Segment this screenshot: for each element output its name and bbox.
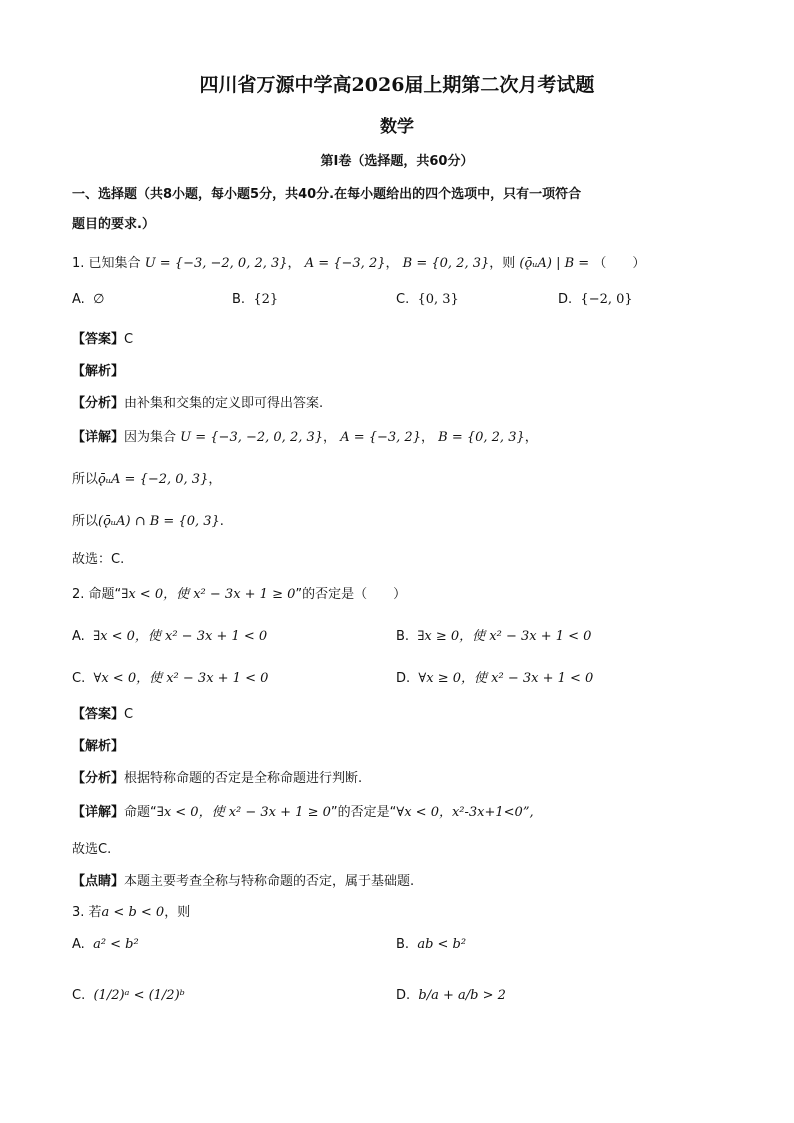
q2-fenxi: 【分析】根据特称命题的否定是全称命题进行判断. <box>72 771 363 786</box>
q1-option-d: D. {−2, 0} <box>558 292 633 307</box>
q1-stem-end: （ ） <box>593 256 646 271</box>
q2-dianjing: 【点睛】本题主要考查全称与特称命题的否定，属于基础题. <box>72 874 415 889</box>
q1-option-c: C. {0, 3} <box>396 292 459 307</box>
section-heading-line2: 题目的要求.） <box>72 217 155 232</box>
q2-conclusion: 故选C. <box>72 842 112 857</box>
exam-volume-heading: 第Ⅰ卷（选择题，共60分） <box>320 154 474 169</box>
q3-option-c: C. (1/2)ᵃ < (1/2)ᵇ <box>72 988 185 1003</box>
q1-answer: 【答案】C <box>72 332 134 347</box>
q1-option-a: A. ∅ <box>72 292 105 307</box>
q2-xiangjie: 【详解】命题“∃x < 0，使 x² − 3x + 1 ≥ 0”的否定是“∀x < 0，x²-3x+1<0”, <box>72 805 534 820</box>
exam-subject: 数学 <box>380 117 414 137</box>
q2-option-c: C. ∀x < 0，使 x² − 3x + 1 < 0 <box>72 671 269 686</box>
q1-step1: 所以ǭᵤA = {−2, 0, 3}， <box>72 472 222 487</box>
q3-option-a: A. a² < b² <box>72 937 139 952</box>
q1-xiangjie: 【详解】因为集合 U = {−3, −2, 0, 2, 3}， A = {−3, 2}， B = {0, 2, 3}， <box>72 430 538 445</box>
q3-stem: 3. 若a < b < 0，则 <box>72 905 191 920</box>
q1-set-u: U = {−3, −2, 0, 2, 3} <box>144 256 288 271</box>
section-heading-line1: 一、选择题（共8小题，每小题5分，共40分.在每小题给出的四个选项中，只有一项符合 <box>72 187 582 202</box>
q1-stem-then: ，则 <box>489 256 516 271</box>
q1-stem-prefix: 1. 已知集合 <box>72 256 141 271</box>
q1-set-b: B = {0, 2, 3} <box>402 256 490 271</box>
q1-analysis-tag: 【解析】 <box>72 364 125 379</box>
q1-conclusion: 故选：C. <box>72 552 125 567</box>
q2-option-a: A. ∃x < 0，使 x² − 3x + 1 < 0 <box>72 629 268 644</box>
q3-option-d: D. b/a + a/b > 2 <box>396 988 506 1003</box>
q1-step2: 所以(ǭᵤA) ∩ B = {0, 3}. <box>72 514 224 529</box>
q2-analysis-tag: 【解析】 <box>72 739 125 754</box>
q3-option-b: B. ab < b² <box>396 937 467 952</box>
q1-fenxi: 【分析】由补集和交集的定义即可得出答案. <box>72 396 324 411</box>
q2-stem: 2. 命题“∃x < 0，使 x² − 3x + 1 ≥ 0”的否定是（ ） <box>72 587 407 602</box>
q2-option-d: D. ∀x ≥ 0，使 x² − 3x + 1 < 0 <box>396 671 594 686</box>
exam-title: 四川省万源中学高2026届上期第二次月考试题 <box>199 74 595 96</box>
q1-expr: (ǭᵤA) | B = <box>519 256 590 271</box>
q1-set-a: A = {−3, 2} <box>304 256 386 271</box>
q2-option-b: B. ∃x ≥ 0，使 x² − 3x + 1 < 0 <box>396 629 592 644</box>
q1-stem: 1. 已知集合 U = {−3, −2, 0, 2, 3}， A = {−3, 2}， B = {0, 2, 3}，则 (ǭᵤA) | B = （ ） <box>72 256 646 271</box>
q1-option-b: B. {2} <box>232 292 279 307</box>
q2-answer: 【答案】C <box>72 707 134 722</box>
